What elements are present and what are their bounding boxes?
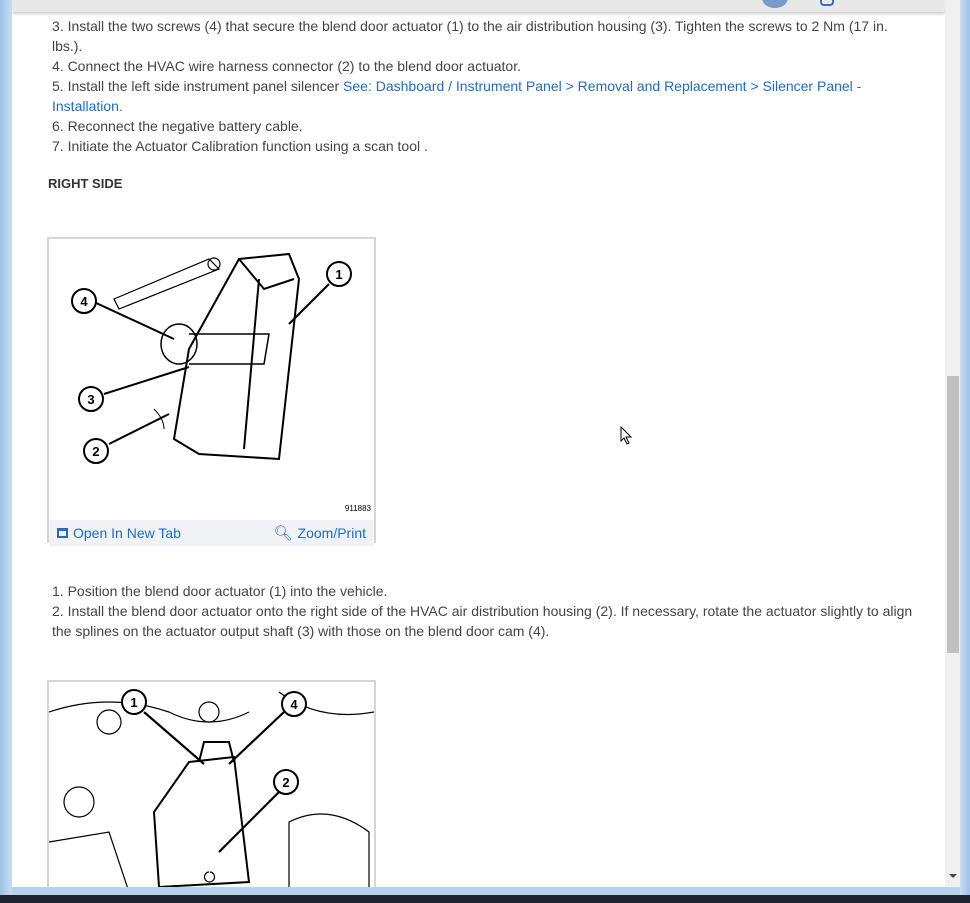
callout-1: 1: [130, 695, 138, 710]
callout-2: 2: [282, 775, 290, 790]
actuator-diagram: [49, 239, 374, 515]
top-header: [12, 0, 945, 12]
step-5-text: 5. Install the left side instrument panel silencer: [52, 78, 344, 94]
step-3: 3. Install the two screws (4) that secure the blend door actuator (1) to the air distribution housing (3). Tighten the screws to 2 Nm (17 in. lbs.).: [52, 18, 888, 54]
zoom-in-icon: 🔍︎: [273, 525, 293, 542]
scrollbar-thumb[interactable]: [947, 376, 959, 653]
header-icon[interactable]: [820, 0, 834, 6]
step-4: 4. Connect the HVAC wire harness connector (2) to the blend door actuator.: [52, 58, 521, 74]
silencer-panel-link[interactable]: See: Dashboard / Instrument Panel > Removal and Replacement > Silencer Panel - Installation.: [52, 78, 862, 114]
section-heading: RIGHT SIDE: [48, 176, 123, 191]
callout-1: 1: [335, 267, 343, 282]
window-frame-right: [960, 0, 970, 895]
figure-actuator-installed: [47, 680, 376, 887]
window-frame-left: [0, 0, 12, 895]
step-7: 7. Initiate the Actuator Calibration function using a scan tool .: [52, 138, 428, 154]
scroll-down-arrow-icon[interactable]: [949, 874, 957, 878]
callout-2: 2: [92, 444, 100, 459]
open-new-tab-icon: [57, 528, 68, 538]
installed-actuator-diagram: [49, 682, 374, 887]
figure-number: 911883: [344, 504, 371, 513]
open-in-new-tab-button[interactable]: [57, 525, 181, 541]
taskbar: [0, 895, 970, 903]
zoom-print-button[interactable]: [273, 524, 366, 542]
step-2: 2. Install the blend door actuator onto the right side of the HVAC air distribution housing (2). If necessary, rotate the actuator slightly to align the splines on the actuator output shaft (3) with those on the blend door cam (4).: [52, 603, 913, 639]
figure-toolbar: [49, 520, 374, 546]
callout-4: 4: [290, 697, 298, 712]
right-side-steps: [48, 581, 918, 641]
step-1: 1. Position the blend door actuator (1) into the vehicle.: [52, 583, 388, 599]
figure-right-side-actuator: [47, 237, 376, 543]
document-page: [12, 0, 945, 887]
mouse-cursor-icon: [620, 426, 634, 446]
callout-4: 4: [80, 294, 88, 309]
step-6: 6. Reconnect the negative battery cable.: [52, 118, 303, 134]
vertical-scrollbar[interactable]: [945, 0, 960, 887]
callout-3: 3: [87, 392, 95, 407]
open-in-new-tab-label: Open In New Tab: [73, 525, 181, 541]
user-avatar[interactable]: [762, 0, 788, 8]
procedure-content: [48, 16, 918, 194]
step-5: [48, 76, 918, 116]
zoom-print-label: Zoom/Print: [297, 525, 366, 541]
